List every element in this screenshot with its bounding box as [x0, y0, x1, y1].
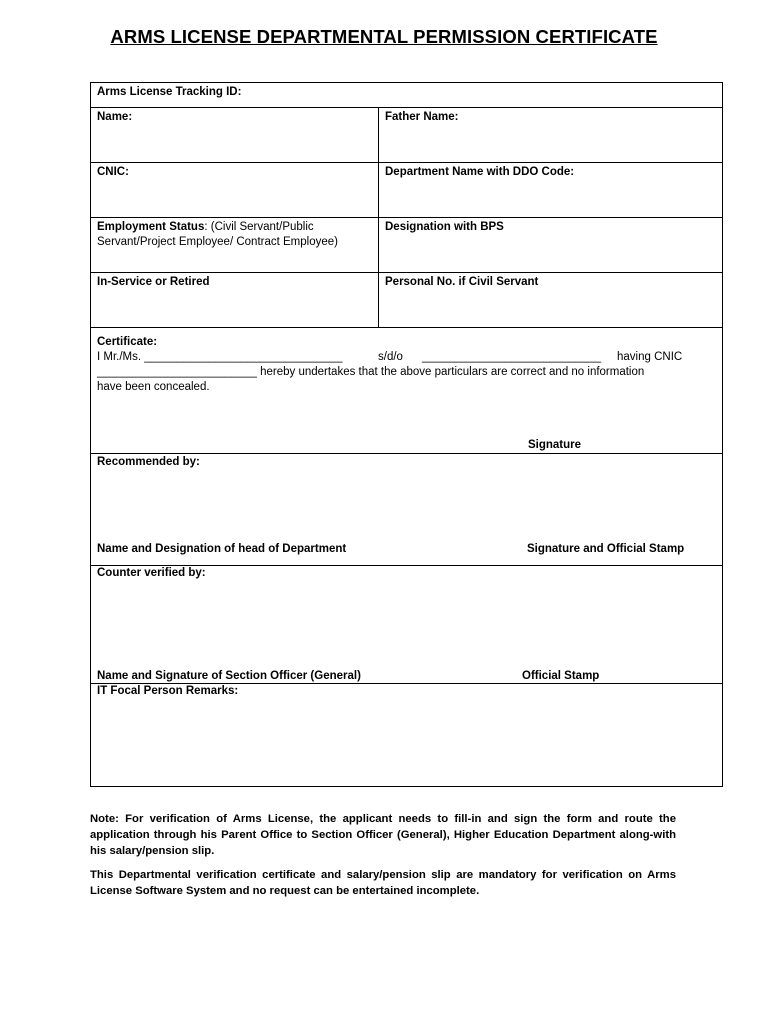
mandatory-note: This Departmental verification certificate and salary/pension slip are mandatory for verification on Arms License Software System and no request can be entertained incomplete.	[90, 869, 676, 897]
it-focal-section	[91, 684, 722, 786]
certificate-concealed-text: have been concealed.	[97, 381, 210, 393]
department-field[interactable]: Department Name with DDO Code:	[385, 166, 575, 178]
counter-verified-heading: Counter verified by:	[97, 567, 206, 579]
head-of-department-label: Name and Designation of head of Department	[97, 543, 347, 555]
tracking-id-row	[91, 83, 722, 108]
certificate-heading: Certificate:	[97, 336, 158, 348]
personal-no-field[interactable]: Personal No. if Civil Servant	[385, 276, 539, 288]
father-name-field[interactable]: Father Name:	[385, 111, 459, 123]
certificate-name-blank[interactable]: I Mr./Ms. _______________________________	[97, 351, 343, 363]
official-stamp-label: Official Stamp	[522, 670, 600, 682]
recommended-section	[91, 454, 722, 566]
it-focal-heading: IT Focal Person Remarks:	[97, 685, 239, 697]
section-officer-label: Name and Signature of Section Officer (General)	[97, 670, 361, 682]
service-status-field[interactable]: In-Service or Retired	[91, 273, 379, 327]
cnic-row	[91, 163, 722, 218]
service-row	[91, 273, 722, 328]
name-field[interactable]: Name:	[91, 108, 379, 162]
certificate-cnic-label: having CNIC	[617, 351, 683, 363]
certificate-parent-blank[interactable]: ____________________________	[422, 351, 602, 363]
designation-field[interactable]: Designation with BPS	[385, 221, 504, 233]
employment-row	[91, 218, 722, 273]
certificate-undertaking-text: _________________________ hereby undertakes that the above particulars are correct and no information	[97, 366, 645, 378]
counter-verified-section	[91, 566, 722, 684]
page-title: ARMS LICENSE DEPARTMENTAL PERMISSION CERTIFICATE	[110, 26, 658, 47]
employment-status-field[interactable]	[91, 218, 379, 272]
name-row	[91, 108, 722, 163]
employment-status-options: : (Civil Servant/Public Servant/Project Employee/ Contract Employee)	[97, 221, 338, 248]
certificate-sdo-label: s/d/o	[378, 351, 403, 363]
verification-note: Note: For verification of Arms License, the applicant needs to fill-in and sign the form and route the application through his Parent Office to Section Officer (General), Higher Education Department along-with his salary/pension slip.	[90, 813, 676, 857]
certificate-form	[90, 82, 723, 787]
certificate-signature-label: Signature	[528, 439, 582, 451]
tracking-id-field[interactable]: Arms License Tracking ID:	[97, 86, 242, 98]
recommended-stamp-label: Signature and Official Stamp	[527, 543, 685, 555]
certificate-section	[91, 328, 722, 454]
recommended-heading: Recommended by:	[97, 456, 200, 468]
employment-status-label: Employment Status	[97, 221, 205, 233]
cnic-field[interactable]: CNIC:	[91, 163, 379, 217]
